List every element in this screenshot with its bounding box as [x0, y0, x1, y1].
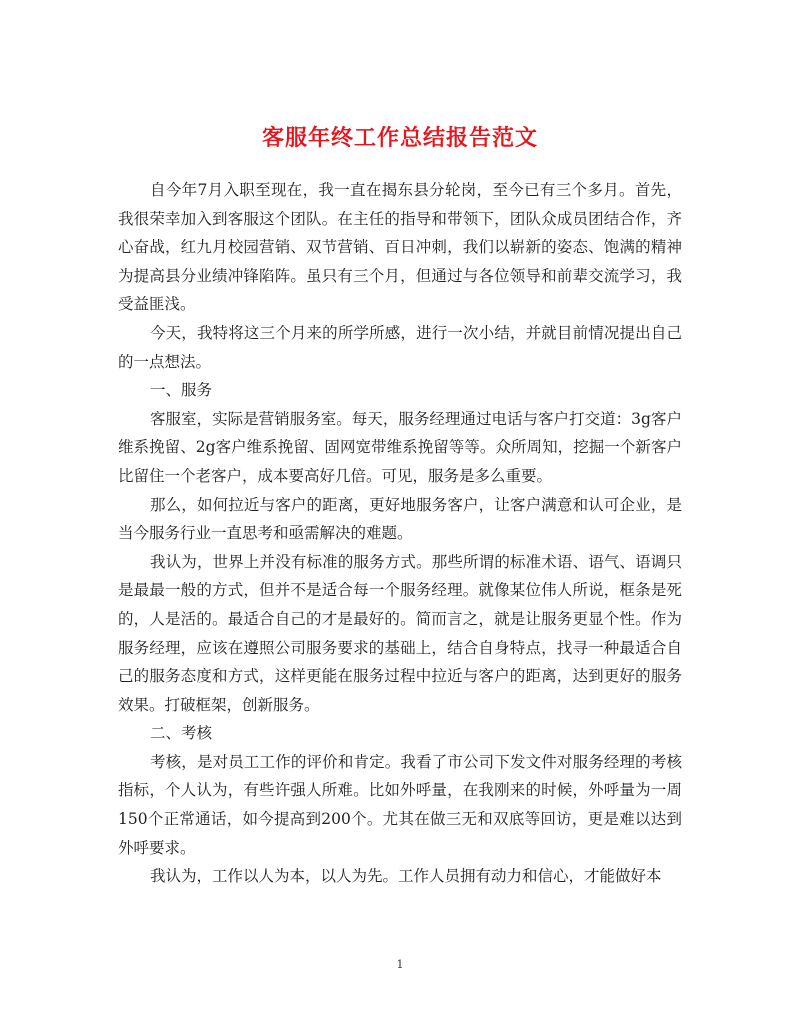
paragraph-customer-distance: 那么，如何拉近与客户的距离，更好地服务客户，让客户满意和认可企业，是当今服务行业一直思考和亟需解决的难题。: [118, 495, 682, 543]
paragraph-summary: 今天，我特将这三个月来的所学所感，进行一次小结，并就目前情况提出自己的一点想法。: [118, 323, 682, 371]
document-body: [118, 176, 682, 891]
section-heading-assessment: 二、考核: [150, 724, 213, 743]
document-title: 客服年终工作总结报告范文: [261, 124, 538, 151]
page-number: 1: [396, 958, 404, 971]
paragraph-service-style: 我认为，世界上并没有标准的服务方式。那些所谓的标准术语、语气、语调只是最最一般的方式，但并不是适合每一个服务经理。就像某位伟人所说，框条是死的，人是活的。最适合自己的才是最好的。简而言之，就是让服务更显个性。作为服务经理，应该在遵照公司服务要求的基础上，结合自身特点，找寻一种最适合自己的服务态度和方式，这样更能在服务过程中拉近与客户的距离，达到更好的服务效果。打破框架，创新服务。: [118, 552, 682, 714]
paragraph-assessment: 考核，是对员工工作的评价和肯定。我看了市公司下发文件对服务经理的考核指标，个人认为，有些许强人所难。比如外呼量，在我刚来的时候，外呼量为一周150个正常通话，如今提高到200个。尤其在做三无和双底等回访，更是难以达到外呼要求。: [118, 752, 682, 857]
section-heading-service: 一、服务: [150, 381, 213, 400]
paragraph-people-first: 我认为，工作以人为本，以人为先。工作人员拥有动力和信心，才能做好本: [150, 867, 662, 886]
paragraph-intro: 自今年7月入职至现在，我一直在揭东县分轮岗，至今已有三个多月。首先，我很荣幸加入到客服这个团队。在主任的指导和带领下，团队众成员团结合作，齐心奋战，红九月校园营销、双节营销、百日冲刺，我们以崭新的姿态、饱满的精神为提高县分业绩冲锋陷阵。虽只有三个月，但通过与各位领导和前辈交流学习，我受益匪浅。: [118, 181, 682, 314]
paragraph-service-room: 客服室，实际是营销服务室。每天，服务经理通过电话与客户打交道：3g客户维系挽留、2g客户维系挽留、固网宽带维系挽留等等。众所周知，挖掘一个新客户比留住一个老客户，成本要高好几倍。可见，服务是多么重要。: [118, 409, 682, 485]
